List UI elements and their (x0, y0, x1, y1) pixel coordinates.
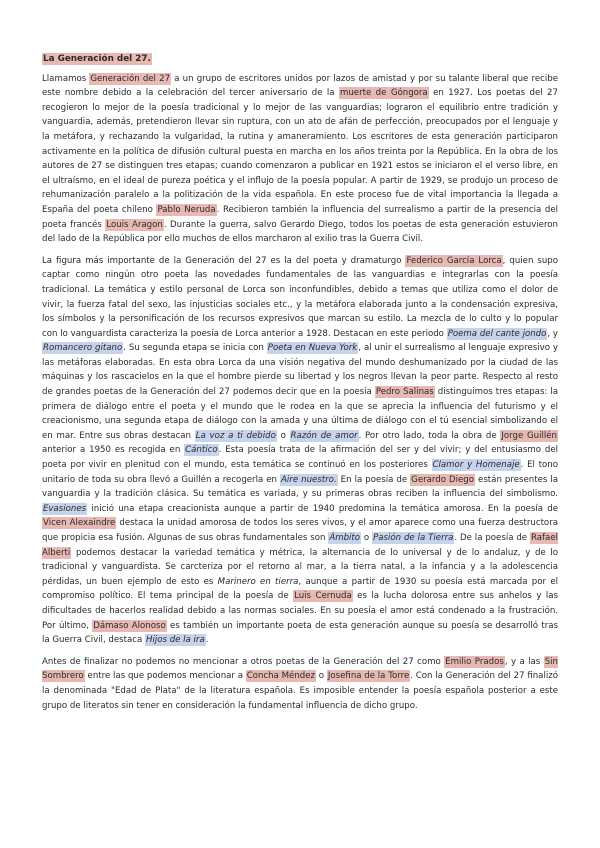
highlight-name: Gerardo Diego (411, 474, 475, 485)
highlight-work: Evasiones (43, 503, 87, 514)
text-run: anterior a 1950 es recogida en (42, 445, 185, 456)
text-run: , y (547, 328, 558, 339)
text-run: inició una etapa creacionista aunque a partir de 1940 predomina la temática amorosa. En la poesía de (87, 503, 558, 514)
highlight-work: Pasión de la Tierra (373, 533, 454, 543)
text-run: podemos destacar la variedad temática y métrica, la alternancia de lo universal y de lo andaluz, y de lo tradicional y vanguardista. Se carcteriza por el retorno al mar, a la tierra natal, a la infancia y a la adolescencia pérdidas, un buen ejemplo de esto es (42, 547, 558, 587)
text-run: En la poesía de (337, 474, 411, 485)
highlight-work: Aire nuestro. (281, 474, 337, 485)
text-run: . El tono unitario de toda su obra llevó a Guillén a recogerla en (42, 460, 558, 485)
highlight-work: Romancero gitano (43, 343, 123, 354)
document-title (42, 52, 558, 67)
title-highlight: La Generación del 27. (43, 54, 151, 64)
highlight-name: Pablo Neruda (157, 204, 216, 215)
text-run: en 1927. Los poetas del 27 recogieron lo mejor de la poesía tradicional y lo mejor de las vanguardias; lograron el equilibrio entre tradición y vanguardia, además, pretendieron llevar sin ruptura, con un ato de afán de perfección, preocupados por el lenguaje y la metáfora, y rechazando la vulgaridad, la rutina y amaneramiento. Los escritores de esta generación participaron activamente en la política de difusión cultural puesta en marcha en los años treinta por la República. En la obra de los autores de 27 se distinguen tres etapas; cuando comenzaron a publicar en 1921 estos se iniciaron el el verso libre, en el ultraísmo, en el ideal de pureza poética y el influjo de la poesía popular. A partir de 1929, se produjo un proceso de rehumanización paralelo a la politización de la vida española. En este proceso fue de vital importancia la llegada a España del poeta chileno (42, 88, 558, 215)
text-run: o (361, 533, 373, 543)
text-run: , quien supo captar como ningún otro poeta las novedades fundamentales de las vanguardias e integrarlas con la poesía tradicional. La temática y estilo personal de Lorca son inconfundibles, debido a temas que utiliza como el dolor de vivir, la fuerza fatal del sexo, las injusticias sociales etc., y la metáfora elaborada junto a la condensación expresiva, los símbolos y la personificación de los recursos expresivos que marcan su estilo. La mezcla de lo culto y lo popular con lo vanguardista caracteriza la poesía de Lorca anterior a 1928. Destacan en este periodo (42, 255, 559, 339)
text-run: . Por otro lado, toda la obra de (358, 430, 501, 441)
text-run: distinguimos tres etapas: la primera de diálogo entre el poeta y el mundo que le rodea en la que se aprecia la influencia del futurismo y el creacionismo, una segunda etapa de diálogo con la amada y una última de diálogo con el tú esencial simbolizando el en mar. Entre sus obras destacan (42, 387, 559, 441)
highlight-work: Cántico (185, 445, 218, 456)
highlight-work: Hijos de la ira (145, 635, 205, 646)
text-run: . Su segunda etapa se inicia con (123, 343, 267, 354)
text-run: , y a las (504, 656, 544, 667)
highlight-work: La voz a ti debido (195, 430, 276, 441)
highlight-work: Razón de amor (290, 430, 358, 441)
highlight-name: Rafael Alberti (42, 533, 558, 558)
paragraph-intro (42, 72, 558, 247)
text-run: Llamamos (42, 73, 90, 84)
highlight-work: Clamor y Homenaje (432, 460, 520, 471)
text-run: . Durante la guerra, salvo Gerardo Diego, todos los poetas de esta generación estuvieron del lado de la República por ello muchos de ellos marcharon al exilio tras la Guerra Civil. (42, 219, 558, 245)
highlight-name: Federico García Lorca (406, 255, 502, 266)
text-run: o (316, 671, 327, 682)
text-run: o (276, 430, 290, 441)
text-run: . Esta poesía trata de la afirmación del ser y del vivir; y del entusiasmo del poeta por vivir en plenitud con el mundo, esta temática se continuó en los posteriores (42, 445, 558, 471)
highlight-name: Jorge Guillén (501, 430, 557, 441)
text-run: entre las que podemos mencionar a (84, 671, 246, 682)
paragraph-conclusion (42, 655, 558, 713)
text-run: es también un importante poeta de esta generación aunque su poesía se desarrolló tras la Guerra Civil, destaca (42, 620, 558, 646)
text-run: . Recibieron también la influencia del surrealismo a partir de la presencia del poeta francés (42, 204, 558, 230)
highlight-name: Dámaso Alonoso (93, 620, 166, 631)
italic-work: Marinero en tierra (217, 576, 299, 587)
text-run: destaca la unidad amorosa de todos los seres vivos, y el amor aparece como una fuerza destructora que propicia esa fusión. Algunas de sus obras fundamentales son (42, 518, 558, 543)
text-run: a un grupo de escritores unidos por lazos de amistad y por su talante liberal que recibe este nombre debido a la celebración del tercer aniversario de la (42, 73, 558, 99)
text-run: , al unir el surrealismo al lenguaje expresivo y las metáforas elaboradas. En esta obra Lorca da una visión negativa del mundo deshumanizado por la ciudad de las máquinas y los rascacielos en la que el hombre pierde su libertad y los negros llevan la peor parte. Respecto al resto de grandes poetas de la Generación del 27 podemos decir que en la poesía (42, 343, 558, 398)
text-run: Antes de finalizar no podemos no mencionar a otros poetas de la Generación del 27 como (42, 656, 445, 667)
text-run: . De la poesía de (454, 533, 530, 543)
text-run: están presentes la vanguardia y la tradición clásica. Su temática es variada, y su primeras obras reciben la influencia del simbolismo. (42, 474, 559, 500)
text-run: . Con la Generación del 27 finalizó la denominada "Edad de Plata" de la literatura española. Es imposible entender la poesía española posterior a este grupo de literatos sin tener en consideración la fundamental influencia de dicho grupo. (42, 671, 558, 711)
text-run: La figura más importante de la Generación del 27 es la del poeta y dramaturgo (42, 255, 406, 266)
highlight-name: Sin Sombrero (42, 656, 558, 682)
highlight-name: Vicen Alexaindre (43, 518, 116, 529)
highlight-name: Louis Aragon (106, 219, 163, 230)
highlight-name: muerte de Góngora (339, 88, 428, 99)
highlight-name: Pedro Salinas (375, 387, 434, 398)
highlight-name: Emilio Prados (445, 656, 504, 667)
highlight-work: Ámbito (329, 533, 361, 543)
highlight-name: Josefina de la Torre (327, 671, 410, 682)
text-run: es la lucha dolorosa entre sus anhelos y las dificultades de hacerlos realidad debido a las normas sociales. En su poesía el amor está condenado a la frustración. Por último, (42, 591, 558, 631)
paragraph-authors (42, 254, 558, 648)
highlight-work: Poema del cante jondo (447, 328, 547, 339)
text-run: . (205, 635, 209, 646)
highlight-work: Poeta en Nueva York (267, 343, 358, 354)
text-run: , aunque a partir de 1930 su poesía está marcada por el compromiso político. El tema principal de la poesía de (42, 576, 558, 602)
highlight-name: Generación del 27 (90, 73, 171, 84)
highlight-name: Luis Cernuda (294, 591, 352, 602)
highlight-name: Concha Méndez (246, 671, 316, 682)
